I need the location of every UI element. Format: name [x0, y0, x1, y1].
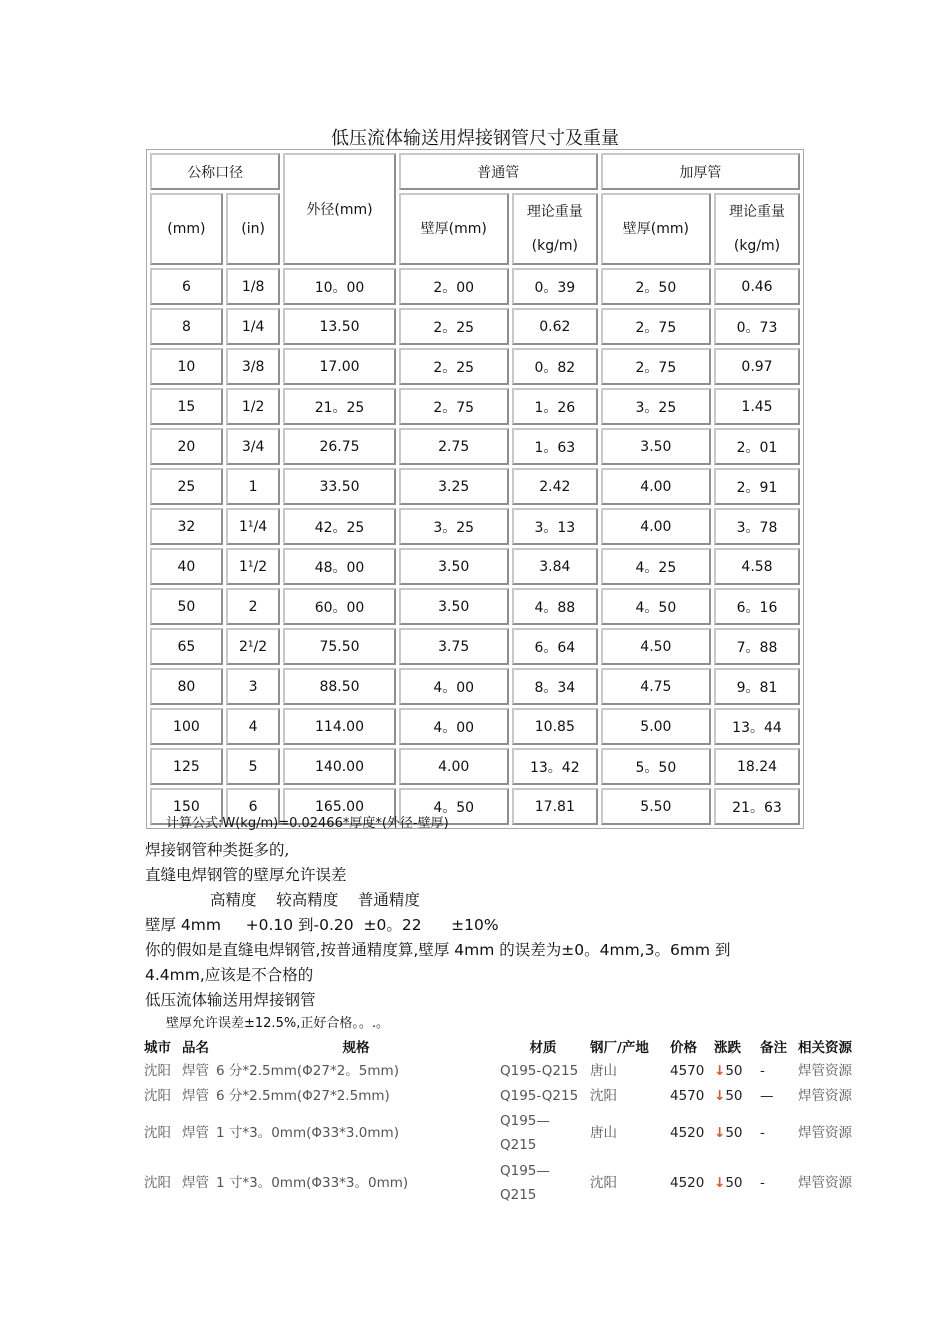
table-cell: 114.00: [283, 708, 395, 745]
table-cell: 8。34: [512, 668, 598, 705]
table-cell: 0。82: [512, 348, 598, 385]
price-cell: 6 分*2.5mm(Φ27*2。5mm): [216, 1062, 399, 1079]
price-header-cell: 钢厂/产地: [590, 1040, 649, 1056]
text-line-5: 你的假如是直缝电焊钢管,按普通精度算,壁厚 4mm 的误差为±0。4mm,3。6mm 到: [145, 941, 731, 959]
header-nominal: 公称口径: [150, 153, 280, 190]
table-cell: 0。39: [512, 268, 598, 305]
table-cell: 2.75: [399, 428, 509, 465]
table-cell: 3。13: [512, 508, 598, 545]
price-header-cell: 涨跌: [714, 1040, 741, 1056]
price-change: [712, 1083, 758, 1108]
pipe-size-table: [146, 149, 804, 829]
price-table: [142, 1034, 870, 1208]
price-cell: 唐山: [590, 1125, 617, 1141]
price-row: [142, 1158, 870, 1208]
price-cell: 沈阳: [144, 1062, 171, 1079]
price-cell: 焊管: [182, 1062, 209, 1079]
table-cell: 6: [150, 268, 223, 305]
table-cell: 2.42: [512, 468, 598, 505]
table-cell: 1.45: [714, 388, 800, 425]
price-cell: 焊管: [182, 1175, 209, 1191]
table-cell: 1: [226, 468, 281, 505]
table-cell: 8: [150, 308, 223, 345]
price-cell: 6 分*2.5mm(Φ27*2.5mm): [216, 1087, 390, 1104]
table-cell: 2。75: [399, 388, 509, 425]
table-row: [150, 748, 800, 785]
table-row: [150, 708, 800, 745]
table-row: [150, 348, 800, 385]
table-cell: 3.75: [399, 628, 509, 665]
text-line-6: 4.4mm,应该是不合格的: [145, 966, 314, 984]
table-cell: 26.75: [283, 428, 395, 465]
table-cell: 4.00: [601, 508, 711, 545]
table-cell: 150: [150, 788, 223, 825]
table-cell: 10: [150, 348, 223, 385]
table-cell: 2。91: [714, 468, 800, 505]
text-line-3: 高精度 较高精度 普通精度: [210, 891, 420, 909]
arrow-down-icon: ↓: [714, 1175, 726, 1191]
table-cell: 2。25: [399, 308, 509, 345]
text-line-4: 壁厚 4mm +0.10 到-0.20 ±0。22 ±10%: [145, 916, 499, 934]
price-cell: -: [760, 1175, 765, 1191]
table-cell: 2。25: [399, 348, 509, 385]
header-wall-normal: 壁厚(mm): [399, 193, 509, 265]
table-cell: 88.50: [283, 668, 395, 705]
table-cell: 13.50: [283, 308, 395, 345]
table-cell: 4。50: [601, 588, 711, 625]
material-line: Q215: [500, 1187, 537, 1203]
price-cell: [498, 1158, 588, 1208]
price-change: [712, 1158, 758, 1208]
header-weight-thick: 理论重量 (kg/m): [714, 193, 800, 265]
price-header-cell: 品名: [182, 1040, 209, 1056]
price-cell: -: [760, 1062, 765, 1079]
table-cell: 17.81: [512, 788, 598, 825]
resource-link[interactable]: 焊管资源: [798, 1062, 852, 1079]
table-cell: 33.50: [283, 468, 395, 505]
table-cell: 42。25: [283, 508, 395, 545]
price-cell: Q195-Q215: [500, 1087, 579, 1104]
table-cell: 1/4: [226, 308, 281, 345]
tolerance-note: 壁厚允许误差±12.5%,正好合格。。.。: [166, 1016, 389, 1031]
price-cell: 沈阳: [144, 1175, 171, 1191]
table-cell: 50: [150, 588, 223, 625]
table-cell: 3/8: [226, 348, 281, 385]
table-cell: 100: [150, 708, 223, 745]
table-cell: 4.00: [399, 748, 509, 785]
text-line-7: 低压流体输送用焊接钢管: [145, 991, 316, 1009]
table-cell: 4。00: [399, 668, 509, 705]
price-cell: 焊管: [182, 1125, 209, 1141]
table-cell: 0.46: [714, 268, 800, 305]
price-header-cell: 规格: [342, 1040, 370, 1056]
header-mm: (mm): [150, 193, 223, 265]
table-cell: 32: [150, 508, 223, 545]
table-cell: 1¹/2: [226, 548, 281, 585]
table-cell: 25: [150, 468, 223, 505]
table-row: [150, 468, 800, 505]
table-row: [150, 388, 800, 425]
table-cell: 5: [226, 748, 281, 785]
price-row: [142, 1083, 870, 1108]
price-cell: 4520: [670, 1125, 705, 1141]
header-normal: 普通管: [399, 153, 598, 190]
table-cell: 15: [150, 388, 223, 425]
table-cell: 165.00: [283, 788, 395, 825]
table-cell: 2。75: [601, 348, 711, 385]
table-row: [150, 268, 800, 305]
arrow-down-icon: ↓: [714, 1062, 726, 1079]
price-header-cell: 城市: [144, 1040, 171, 1056]
table-cell: 18.24: [714, 748, 800, 785]
table-cell: 1/2: [226, 388, 281, 425]
table-row: [150, 628, 800, 665]
table-cell: 40: [150, 548, 223, 585]
price-header-cell: 材质: [529, 1040, 557, 1056]
table-cell: 3.50: [399, 548, 509, 585]
table-cell: 80: [150, 668, 223, 705]
table-cell: 1¹/4: [226, 508, 281, 545]
table-cell: 4。88: [512, 588, 598, 625]
price-header-cell: 价格: [670, 1040, 697, 1056]
price-cell: 1 寸*3。0mm(Φ33*3。0mm): [216, 1175, 409, 1191]
table-cell: 21。25: [283, 388, 395, 425]
price-change: [712, 1108, 758, 1158]
material-line: Q195—: [500, 1163, 550, 1179]
table-row: [150, 308, 800, 345]
text-line-1: 焊接钢管种类挺多的,: [145, 841, 290, 859]
change-value: 50: [725, 1062, 743, 1079]
text-line-2: 直缝电焊钢管的壁厚允许误差: [145, 866, 347, 884]
table-cell: 2。75: [601, 308, 711, 345]
price-cell: 焊管: [182, 1087, 209, 1104]
table-cell: 2。00: [399, 268, 509, 305]
table-cell: 4.58: [714, 548, 800, 585]
price-cell: -: [760, 1125, 765, 1141]
table-cell: 5。50: [601, 748, 711, 785]
table-cell: 4。50: [399, 788, 509, 825]
table-cell: 60。00: [283, 588, 395, 625]
table-cell: 4.75: [601, 668, 711, 705]
table-cell: 3/4: [226, 428, 281, 465]
table-cell: 13。44: [714, 708, 800, 745]
resource-link[interactable]: 焊管资源: [798, 1175, 852, 1191]
change-value: 50: [725, 1125, 743, 1141]
price-row: [142, 1058, 870, 1083]
price-cell: —: [760, 1087, 774, 1104]
table-cell: 6。16: [714, 588, 800, 625]
table-cell: 3。25: [601, 388, 711, 425]
table-cell: 4.00: [601, 468, 711, 505]
header-od: 外径(mm): [283, 153, 395, 265]
table-cell: 65: [150, 628, 223, 665]
table-cell: 6: [226, 788, 281, 825]
arrow-down-icon: ↓: [714, 1087, 726, 1104]
table-cell: 3: [226, 668, 281, 705]
table-cell: 48。00: [283, 548, 395, 585]
price-cell: [498, 1108, 588, 1158]
table-cell: 2。01: [714, 428, 800, 465]
table-cell: 6。64: [512, 628, 598, 665]
table-cell: 4。00: [399, 708, 509, 745]
table-cell: 75.50: [283, 628, 395, 665]
table-cell: 3.84: [512, 548, 598, 585]
table-cell: 21。63: [714, 788, 800, 825]
price-cell: 4570: [670, 1087, 705, 1104]
table-cell: 4。25: [601, 548, 711, 585]
table-row: [150, 428, 800, 465]
table-cell: 9。81: [714, 668, 800, 705]
table-cell: 10.85: [512, 708, 598, 745]
change-value: 50: [725, 1087, 743, 1104]
page-title: 低压流体输送用焊接钢管尺寸及重量: [331, 128, 619, 149]
resource-link[interactable]: 焊管资源: [798, 1087, 852, 1104]
table-cell: 1。63: [512, 428, 598, 465]
resource-link[interactable]: 焊管资源: [798, 1125, 852, 1141]
table-cell: 3.25: [399, 468, 509, 505]
table-cell: 10。00: [283, 268, 395, 305]
table-cell: 7。88: [714, 628, 800, 665]
table-cell: 17.00: [283, 348, 395, 385]
header-thick: 加厚管: [601, 153, 800, 190]
header-weight-normal: 理论重量 (kg/m): [512, 193, 598, 265]
table-cell: 5.00: [601, 708, 711, 745]
price-header-cell: 相关资源: [798, 1040, 852, 1056]
table-row: [150, 508, 800, 545]
table-cell: 13。42: [512, 748, 598, 785]
table-cell: 140.00: [283, 748, 395, 785]
table-row: [150, 548, 800, 585]
price-change: [712, 1058, 758, 1083]
table-cell: 4.50: [601, 628, 711, 665]
table-cell: 5.50: [601, 788, 711, 825]
price-cell: 4520: [670, 1175, 705, 1191]
price-cell: Q195-Q215: [500, 1062, 579, 1079]
arrow-down-icon: ↓: [714, 1125, 726, 1141]
table-cell: 3。25: [399, 508, 509, 545]
material-line: Q215: [500, 1137, 537, 1153]
table-row: [150, 668, 800, 705]
price-cell: 沈阳: [144, 1087, 171, 1104]
price-row: [142, 1108, 870, 1158]
table-cell: 3。78: [714, 508, 800, 545]
table-cell: 0。73: [714, 308, 800, 345]
table-cell: 1。26: [512, 388, 598, 425]
price-cell: 沈阳: [590, 1087, 617, 1104]
price-cell: 4570: [670, 1062, 705, 1079]
table-cell: 0.97: [714, 348, 800, 385]
table-cell: 2¹/2: [226, 628, 281, 665]
price-cell: 沈阳: [590, 1175, 617, 1191]
price-cell: 1 寸*3。0mm(Φ33*3.0mm): [216, 1125, 399, 1141]
table-cell: 3.50: [601, 428, 711, 465]
table-cell: 4: [226, 708, 281, 745]
header-wall-thick: 壁厚(mm): [601, 193, 711, 265]
table-cell: 125: [150, 748, 223, 785]
material-line: Q195—: [500, 1113, 550, 1129]
table-cell: 0.62: [512, 308, 598, 345]
table-cell: 2: [226, 588, 281, 625]
price-header-cell: 备注: [760, 1040, 787, 1056]
table-cell: 3.50: [399, 588, 509, 625]
header-in: (in): [226, 193, 281, 265]
table-cell: 1/8: [226, 268, 281, 305]
table-row: [150, 588, 800, 625]
table-cell: 20: [150, 428, 223, 465]
price-cell: 唐山: [590, 1062, 617, 1079]
change-value: 50: [725, 1175, 743, 1191]
table-cell: 2。50: [601, 268, 711, 305]
price-cell: 沈阳: [144, 1125, 171, 1141]
formula-note: 计算公式:W(kg/m)=0.02466*厚度*(外径-壁厚): [166, 816, 449, 831]
